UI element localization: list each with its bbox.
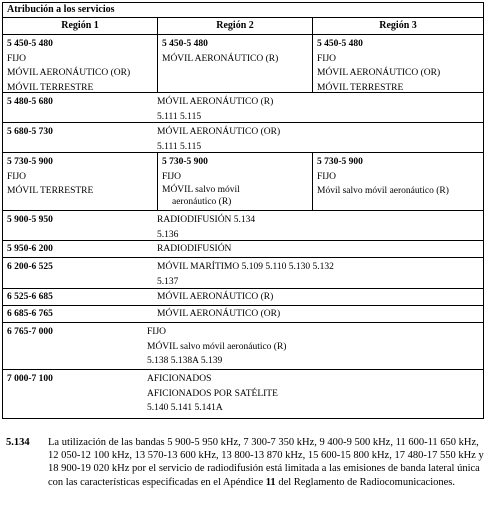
service-line: aeronáutico (R): [172, 197, 232, 207]
table-row: [3, 241, 483, 258]
region-1-header: Región 1: [3, 18, 158, 34]
service-line: MÓVIL TERRESTRE: [7, 186, 94, 196]
table-row: [3, 93, 483, 123]
band-label: 5 450-5 480: [317, 39, 363, 49]
table-cell: [153, 258, 483, 288]
service-line: FIJO: [7, 171, 27, 182]
service-line: AFICIONADOS: [147, 374, 212, 384]
band-label: 5 730-5 900: [162, 157, 208, 167]
table-cell: [3, 35, 158, 92]
table-cell: [153, 123, 483, 152]
table-row: [3, 289, 483, 306]
table-cell: [153, 241, 483, 257]
band-label: 6 765-7 000: [7, 327, 53, 337]
region-2-header: Región 2: [158, 18, 313, 34]
band-label: 6 685-6 765: [7, 309, 53, 319]
service-line: MÓVIL AERONÁUTICO (OR): [7, 68, 131, 78]
band-label: 5 950-6 200: [7, 244, 53, 254]
band-label: 7 000-7 100: [7, 374, 53, 384]
table-cell: [153, 306, 483, 322]
table-row: [3, 323, 483, 370]
table-cell: [153, 93, 483, 122]
footnote-refs: 5.138 5.138A 5.139: [147, 356, 223, 366]
table-cell: [158, 35, 313, 92]
table-cell: [313, 153, 483, 210]
footnote-text: [48, 436, 484, 489]
table-cell: [143, 323, 483, 369]
band-label: 6 525-6 685: [7, 292, 53, 302]
table-row: [3, 370, 483, 418]
table-row: [3, 153, 483, 211]
service-line: Móvil salvo móvil aeronáutico (R): [317, 186, 449, 196]
footnote-refs: 5.136: [157, 229, 179, 240]
service-line: FIJO: [7, 53, 27, 64]
service-line: MÓVIL TERRESTRE: [7, 82, 94, 93]
region-header-row: [3, 18, 483, 35]
service-line: FIJO: [162, 171, 182, 182]
table-row: [3, 306, 483, 323]
footnote-refs: 5.111 5.115: [157, 111, 202, 122]
service-line: MÓVIL TERRESTRE: [317, 82, 404, 93]
band-label: 5 730-5 900: [7, 157, 53, 167]
band-label: 5 450-5 480: [7, 39, 53, 49]
footnote-refs: 5.111 5.115: [157, 141, 202, 152]
service-line: FIJO: [317, 53, 337, 64]
service-line: MÓVIL AERONÁUTICO (R): [162, 53, 279, 64]
band-label: 5 900-5 950: [7, 215, 53, 225]
service-line: RADIODIFUSIÓN: [157, 244, 232, 254]
footnote-text-part: del Reglamento de Radiocomunicaciones.: [275, 476, 456, 488]
table-cell: [3, 153, 158, 210]
table-cell: [158, 153, 313, 210]
service-line: MÓVIL AERONÁUTICO (R): [157, 292, 274, 302]
table-cell: [313, 35, 483, 92]
service-line: RADIODIFUSIÓN 5.134: [157, 215, 256, 225]
service-line: FIJO: [147, 327, 167, 337]
table-cell: [153, 211, 483, 240]
table-cell: [143, 370, 483, 418]
band-label: 5 680-5 730: [7, 127, 53, 137]
table-row: [3, 123, 483, 153]
band-label: 6 200-6 525: [7, 262, 53, 272]
band-label: 5 480-5 680: [7, 97, 53, 107]
footnote-refs: 5.140 5.141 5.141A: [147, 403, 223, 413]
region-3-header: Región 3: [379, 20, 417, 31]
footnote-refs: 5.137: [157, 276, 179, 287]
service-line: MÓVIL AERONÁUTICO (OR): [317, 68, 441, 78]
table-row: [3, 258, 483, 289]
service-line: MÓVIL AERONÁUTICO (OR): [157, 309, 281, 319]
allocation-table: [2, 2, 484, 419]
service-line: AFICIONADOS POR SATÉLITE: [147, 388, 278, 399]
service-line: MÓVIL AERONÁUTICO (OR): [157, 127, 281, 137]
table-cell: [153, 289, 483, 305]
footnote-number: 5.134: [6, 437, 30, 448]
service-line: MÓVIL salvo móvil aeronáutico (R): [147, 341, 287, 352]
service-line: MÓVIL MARÍTIMO 5.109 5.110 5.130 5.132: [157, 262, 334, 272]
table-title: Atribución a los servicios: [3, 3, 483, 18]
footnote-text-part: La utilización de las bandas 5 900-5 950 kHz, 7 300-7 350 kHz, 9 400-9 500 kHz, 11 600-11 650 kHz, 12 050-12 100 kHz, 13 570-13 600 kHz, 13 800-13 870 kHz, 15 600-15 800 kHz, 17 480-17 550 kHz y 18 900-19 020 kHz por el servicio de radiodifusión está limitada a las emisiones de banda lateral única con las características especificadas en el Apéndice: [48, 437, 484, 488]
footnote-5-134: [6, 436, 484, 489]
table-row: [3, 35, 483, 93]
band-label: 5 450-5 480: [162, 39, 208, 49]
table-row: [3, 211, 483, 241]
service-line: MÓVIL salvo móvil: [162, 185, 240, 195]
service-line: FIJO: [317, 171, 337, 182]
band-label: 5 730-5 900: [317, 157, 363, 167]
service-line: MÓVIL AERONÁUTICO (R): [157, 97, 274, 107]
appendix-number: 11: [265, 476, 276, 488]
